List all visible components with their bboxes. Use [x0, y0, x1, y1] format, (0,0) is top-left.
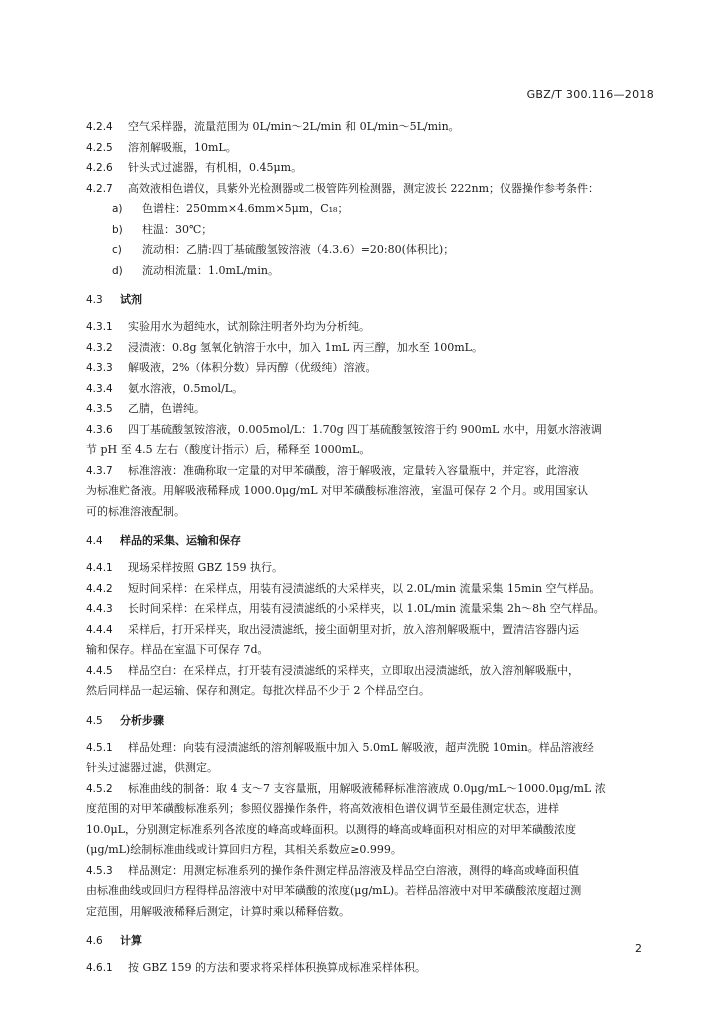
list-item-text: 流动相：乙腈:四丁基硫酸氢铵溶液（4.3.6）=20:80(体积比)； — [142, 243, 455, 256]
clause-line — [86, 599, 658, 620]
clause-text: 由标准曲线或回归方程得样品溶液中对甲苯磺酸的浓度(μg/mL)。若样品溶液中对甲苯磺酸浓度超过测 — [86, 884, 582, 897]
section-number: 4.4 — [86, 535, 103, 547]
clause-text: 可的标准溶液配制。 — [86, 504, 185, 518]
clause-number: 4.3.4 — [86, 382, 113, 395]
clause-number: 4.6.1 — [86, 962, 113, 974]
clause-line — [86, 861, 658, 882]
clause-line — [86, 399, 658, 420]
clause-text: 针头过滤器过滤，供测定。 — [86, 761, 218, 774]
list-marker: a) — [112, 203, 123, 215]
document-body — [86, 117, 658, 979]
clause-continuation — [86, 820, 658, 841]
clause-text: 实验用水为超纯水，试剂除注明者外均为分析纯。 — [128, 320, 370, 333]
clause-text: 四丁基硫酸氢铵溶液，0.005mol/L：1.70g 四丁基硫酸氢铵溶于约 900mL 水中，用氨水溶液调 — [128, 422, 602, 436]
clause-number: 4.4.4 — [86, 623, 113, 636]
clause-line — [86, 779, 658, 800]
list-item — [86, 220, 658, 241]
clause-line — [86, 579, 658, 600]
section-heading — [86, 932, 658, 950]
clause-line — [86, 317, 658, 338]
clause-text: 输和保存。样品在室温下可保存 7d。 — [86, 643, 269, 656]
clause-number: 4.2.4 — [86, 121, 113, 133]
clause-text: 样品处理：向装有浸渍滤纸的溶剂解吸瓶中加入 5.0mL 解吸液，超声洗脱 10min。样品溶液经 — [128, 740, 594, 754]
list-item-text: 色谱柱：250mm×4.6mm×5μm，C₁₈； — [142, 202, 349, 215]
list-item-text: 流动相流量：1.0mL/min。 — [142, 263, 279, 277]
clause-text: (μg/mL)绘制标准曲线或计算回归方程，其相关系数应≥0.999。 — [86, 843, 402, 856]
clause-text: 解吸液，2%（体积分数）异丙醇（优级纯）溶液。 — [128, 361, 377, 374]
clause-text: 现场采样按照 GBZ 159 执行。 — [128, 561, 283, 574]
clause-number: 4.3.5 — [86, 403, 113, 415]
clause-continuation — [86, 640, 658, 661]
clause-text: 空气采样器，流量范围为 0L/min～2L/min 和 0L/min～5L/min。 — [128, 120, 460, 133]
clause-line — [86, 358, 658, 379]
list-item-text: 柱温：30℃； — [142, 222, 213, 236]
section-title: 样品的采集、运输和保存 — [120, 534, 241, 547]
list-marker: c) — [112, 244, 122, 256]
clause-line — [86, 158, 658, 179]
clause-number: 4.3.3 — [86, 362, 113, 374]
clause-text: 节 pH 至 4.5 左右（酸度计指示）后，稀释至 1000mL。 — [86, 443, 371, 456]
clause-text: 样品空白：在采样点，打开装有浸渍滤纸的采样夹，立即取出浸渍滤纸，放入溶剂解吸瓶中， — [128, 663, 579, 677]
clause-number: 4.4.1 — [86, 562, 113, 574]
clause-line — [86, 620, 658, 641]
clause-text: 溶剂解吸瓶，10mL。 — [128, 140, 237, 154]
section-heading — [86, 712, 658, 730]
clause-line — [86, 138, 658, 159]
clause-text: 高效液相色谱仪，具紫外光检测器或二极管阵列检测器，测定波长 222nm；仪器操作参考条件： — [128, 181, 600, 195]
section-number: 4.3 — [86, 294, 103, 306]
clause-number: 4.3.6 — [86, 423, 113, 436]
clause-continuation — [86, 681, 658, 702]
page-number: 2 — [635, 942, 642, 955]
clause-text: 为标准贮备液。用解吸液稀释成 1000.0μg/mL 对甲苯磺酸标准溶液，室温可保存 2 个月。或用国家认 — [86, 484, 589, 497]
clause-continuation — [86, 799, 658, 820]
clause-line — [86, 738, 658, 759]
clause-number: 4.4.3 — [86, 603, 113, 615]
clause-line — [86, 379, 658, 400]
section-heading — [86, 532, 658, 550]
clause-continuation — [86, 902, 658, 923]
list-item — [86, 240, 658, 261]
clause-text: 10.0μL，分别测定标准系列各浓度的峰高或峰面积。以测得的峰高或峰面积对相应的对甲苯磺酸浓度 — [86, 822, 576, 836]
clause-continuation — [86, 881, 658, 902]
section-title: 分析步骤 — [120, 713, 164, 727]
clause-text: 针头式过滤器，有机相，0.45μm。 — [128, 161, 303, 174]
section-number: 4.6 — [86, 935, 103, 947]
clause-number: 4.4.5 — [86, 664, 113, 677]
clause-number: 4.2.6 — [86, 162, 113, 174]
clause-text: 标准溶液：准确称取一定量的对甲苯磺酸，溶于解吸液，定量转入容量瓶中，并定容，此溶液 — [128, 463, 579, 477]
list-item — [86, 261, 658, 282]
clause-text: 长时间采样：在采样点，用装有浸渍滤纸的小采样夹，以 1.0L/min 流量采集 2h～8h 空气样品。 — [128, 602, 605, 615]
clause-text: 度范围的对甲苯磺酸标准系列；参照仪器操作条件，将高效液相色谱仪调节至最佳测定状态，进样 — [86, 802, 559, 815]
clause-line — [86, 958, 658, 979]
clause-text: 乙腈，色谱纯。 — [128, 402, 205, 415]
clause-number: 4.5.1 — [86, 741, 113, 754]
list-item — [86, 199, 658, 220]
clause-line — [86, 461, 658, 482]
clause-number: 4.2.5 — [86, 141, 113, 154]
clause-number: 4.5.2 — [86, 782, 113, 795]
clause-text: 然后同样品一起运输、保存和测定。每批次样品不少于 2 个样品空白。 — [86, 684, 430, 697]
section-heading — [86, 291, 658, 309]
section-title: 计算 — [120, 934, 142, 947]
clause-text: 按 GBZ 159 的方法和要求将采样体积换算成标准采样体积。 — [128, 961, 426, 974]
clause-line — [86, 338, 658, 359]
clause-line — [86, 179, 658, 200]
clause-text: 采样后，打开采样夹，取出浸渍滤纸，接尘面朝里对折，放入溶剂解吸瓶中，置清洁容器内运 — [128, 622, 579, 636]
clause-number: 4.5.3 — [86, 864, 113, 877]
list-marker: b) — [112, 223, 123, 236]
clause-number: 4.2.7 — [86, 182, 113, 195]
clause-continuation — [86, 440, 658, 461]
clause-text: 样品测定：用测定标准系列的操作条件测定样品溶液及样品空白溶液，测得的峰高或峰面积值 — [128, 863, 579, 877]
clause-continuation — [86, 502, 658, 523]
clause-continuation — [86, 481, 658, 502]
clause-line — [86, 558, 658, 579]
clause-continuation — [86, 840, 658, 861]
clause-line — [86, 117, 658, 138]
clause-line — [86, 661, 658, 682]
clause-continuation — [86, 758, 658, 779]
clause-text: 氨水溶液，0.5mol/L。 — [128, 381, 244, 395]
clause-text: 浸渍液：0.8g 氢氧化钠溶于水中，加入 1mL 丙三醇，加水至 100mL。 — [128, 340, 483, 354]
section-number: 4.5 — [86, 714, 103, 727]
clause-text: 短时间采样：在采样点，用装有浸渍滤纸的大采样夹，以 2.0L/min 流量采集 15min 空气样品。 — [128, 581, 601, 595]
clause-number: 4.3.2 — [86, 341, 113, 354]
clause-text: 标准曲线的制备：取 4 支～7 支容量瓶，用解吸液稀释标准溶液成 0.0μg/mL～1000.0μg/mL 浓 — [128, 781, 606, 795]
section-title: 试剂 — [120, 293, 142, 306]
clause-number: 4.3.1 — [86, 321, 113, 333]
clause-number: 4.4.2 — [86, 582, 113, 595]
clause-line — [86, 420, 658, 441]
clause-text: 定范围，用解吸液稀释后测定，计算时乘以稀释倍数。 — [86, 904, 350, 918]
standard-code-header: GBZ/T 300.116—2018 — [526, 88, 654, 101]
clause-number: 4.3.7 — [86, 464, 113, 477]
list-marker: d) — [112, 264, 123, 277]
